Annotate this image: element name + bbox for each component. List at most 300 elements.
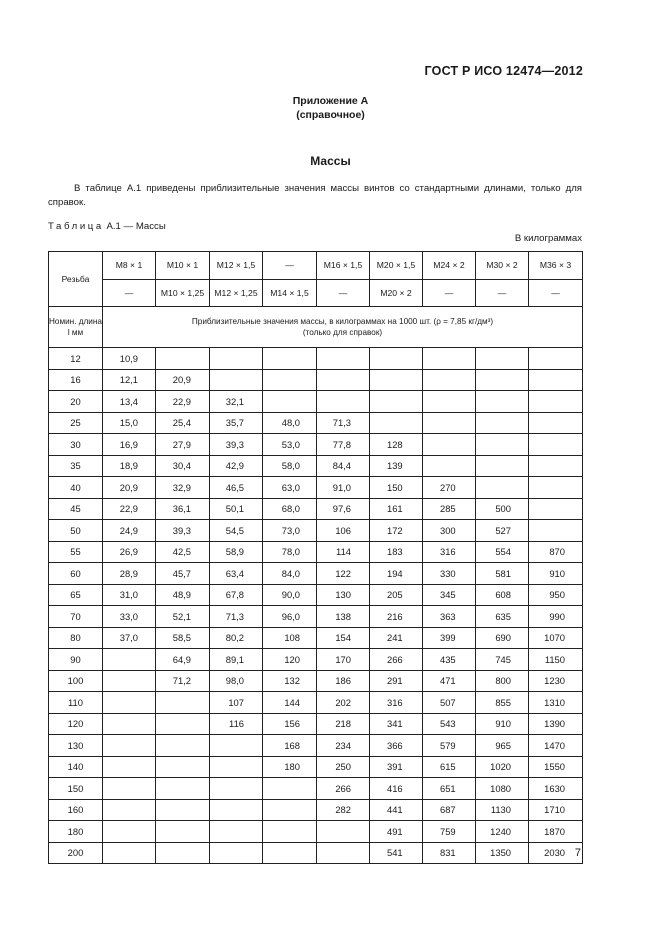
thread-cell: M8 × 1: [103, 252, 156, 280]
mass-cell: [156, 799, 210, 821]
mass-cell: 63,4: [210, 563, 263, 585]
mass-cell: [529, 477, 583, 499]
length-cell: 110: [49, 692, 103, 714]
mass-cell: [263, 842, 317, 864]
mass-cell: 1470: [529, 735, 583, 757]
mass-cell: 965: [476, 735, 529, 757]
mass-cell: 54,5: [210, 520, 263, 542]
mass-cell: 183: [370, 541, 423, 563]
mass-cell: 42,9: [210, 455, 263, 477]
mass-cell: [103, 799, 156, 821]
thread-cell: M12 × 1,25: [210, 280, 263, 307]
mass-cell: [263, 391, 317, 413]
mass-cell: [423, 369, 476, 391]
mass-cell: 84,4: [317, 455, 370, 477]
thread-cell: —: [476, 280, 529, 307]
mass-cell: 216: [370, 606, 423, 628]
mass-cell: 363: [423, 606, 476, 628]
mass-cell: 31,0: [103, 584, 156, 606]
mass-cell: 84,0: [263, 563, 317, 585]
table-row: [49, 778, 583, 800]
mass-cell: 581: [476, 563, 529, 585]
mass-cell: 1130: [476, 799, 529, 821]
mass-cell: 1310: [529, 692, 583, 714]
mass-cell: 96,0: [263, 606, 317, 628]
length-cell: 120: [49, 713, 103, 735]
mass-cell: 285: [423, 498, 476, 520]
length-label: Номин. длина l мм: [49, 307, 103, 348]
mass-cell: [317, 391, 370, 413]
mass-cell: 89,1: [210, 649, 263, 671]
mass-cell: 759: [423, 821, 476, 843]
units-label: В килограммах: [514, 233, 582, 244]
mass-cell: 180: [263, 756, 317, 778]
mass-cell: 608: [476, 584, 529, 606]
appendix-title: Приложение А: [292, 95, 369, 107]
mass-cell: 13,4: [103, 391, 156, 413]
thread-cell: M10 × 1: [156, 252, 210, 280]
thread-label: Резьба: [49, 252, 103, 307]
thread-cell: M20 × 1,5: [370, 252, 423, 280]
thread-cell: M16 × 1,5: [317, 252, 370, 280]
table-row: [49, 756, 583, 778]
mass-cell: 35,7: [210, 412, 263, 434]
mass-cell: 16,9: [103, 434, 156, 456]
mass-cell: [370, 391, 423, 413]
mass-cell: [156, 821, 210, 843]
mass-cell: 73,0: [263, 520, 317, 542]
table-row: [49, 670, 583, 692]
mass-cell: 58,5: [156, 627, 210, 649]
length-cell: 50: [49, 520, 103, 542]
mass-cell: 416: [370, 778, 423, 800]
length-cell: 55: [49, 541, 103, 563]
thread-cell: —: [103, 280, 156, 307]
length-cell: 90: [49, 649, 103, 671]
mass-cell: [103, 692, 156, 714]
header-row-threads: [49, 252, 583, 280]
section-title: Массы: [310, 154, 351, 168]
thread-cell: M30 × 2: [476, 252, 529, 280]
mass-cell: 50,1: [210, 498, 263, 520]
mass-cell: 53,0: [263, 434, 317, 456]
length-cell: 150: [49, 778, 103, 800]
mass-cell: 250: [317, 756, 370, 778]
mass-cell: 39,3: [156, 520, 210, 542]
mass-cell: 144: [263, 692, 317, 714]
mass-cell: [210, 799, 263, 821]
mass-cell: 71,2: [156, 670, 210, 692]
mass-cell: [317, 369, 370, 391]
mass-cell: 52,1: [156, 606, 210, 628]
mass-cell: [423, 391, 476, 413]
mass-cell: 1390: [529, 713, 583, 735]
mass-cell: 1150: [529, 649, 583, 671]
mass-cell: 71,3: [317, 412, 370, 434]
mass-cell: 1710: [529, 799, 583, 821]
mass-cell: [210, 348, 263, 370]
length-cell: 200: [49, 842, 103, 864]
mass-cell: [317, 821, 370, 843]
mass-cell: [317, 348, 370, 370]
mass-cell: [103, 821, 156, 843]
table-row: [49, 606, 583, 628]
mass-cell: 77,8: [317, 434, 370, 456]
mass-cell: 441: [370, 799, 423, 821]
table-row: [49, 391, 583, 413]
mass-cell: [317, 842, 370, 864]
mass-cell: 687: [423, 799, 476, 821]
mass-cell: 22,9: [156, 391, 210, 413]
mass-cell: 138: [317, 606, 370, 628]
mass-cell: 266: [370, 649, 423, 671]
mass-cell: 122: [317, 563, 370, 585]
mass-cell: [263, 778, 317, 800]
mass-cell: 950: [529, 584, 583, 606]
mass-cell: [423, 434, 476, 456]
table-row: [49, 627, 583, 649]
mass-cell: [156, 842, 210, 864]
mass-cell: 39,3: [210, 434, 263, 456]
table-row: [49, 434, 583, 456]
mass-cell: 1870: [529, 821, 583, 843]
mass-cell: 108: [263, 627, 317, 649]
mass-cell: 30,4: [156, 455, 210, 477]
thread-cell: —: [263, 252, 317, 280]
mass-cell: 218: [317, 713, 370, 735]
mass-cell: 91,0: [317, 477, 370, 499]
mass-cell: 491: [370, 821, 423, 843]
mass-cell: [529, 498, 583, 520]
mass-cell: 831: [423, 842, 476, 864]
mass-cell: 635: [476, 606, 529, 628]
mass-cell: 1080: [476, 778, 529, 800]
table-row: [49, 735, 583, 757]
mass-cell: 36,1: [156, 498, 210, 520]
table-row: [49, 713, 583, 735]
mass-cell: [210, 735, 263, 757]
mass-cell: 28,9: [103, 563, 156, 585]
mass-cell: 870: [529, 541, 583, 563]
mass-cell: 745: [476, 649, 529, 671]
mass-cell: 399: [423, 627, 476, 649]
mass-table: [48, 251, 583, 864]
mass-cell: 168: [263, 735, 317, 757]
mass-cell: 67,8: [210, 584, 263, 606]
mass-cell: 120: [263, 649, 317, 671]
thread-cell: M24 × 2: [423, 252, 476, 280]
mass-cell: [156, 778, 210, 800]
table-caption-text: А.1 — Массы: [103, 221, 166, 232]
mass-cell: 97,6: [317, 498, 370, 520]
mass-cell: 345: [423, 584, 476, 606]
mass-cell: [423, 348, 476, 370]
mass-cell: 130: [317, 584, 370, 606]
mass-cell: 58,0: [263, 455, 317, 477]
mass-cell: 58,9: [210, 541, 263, 563]
mass-cell: [476, 434, 529, 456]
mass-cell: 172: [370, 520, 423, 542]
mass-cell: 1240: [476, 821, 529, 843]
mass-cell: [529, 520, 583, 542]
mass-cell: [476, 455, 529, 477]
table-row: [49, 692, 583, 714]
mass-cell: 341: [370, 713, 423, 735]
mass-cell: [210, 778, 263, 800]
mass-cell: 24,9: [103, 520, 156, 542]
mass-cell: 366: [370, 735, 423, 757]
table-row: [49, 584, 583, 606]
mass-cell: 855: [476, 692, 529, 714]
mass-cell: 241: [370, 627, 423, 649]
mass-cell: 500: [476, 498, 529, 520]
table-row: [49, 348, 583, 370]
header-row-fine-threads: [49, 280, 583, 307]
mass-cell: 33,0: [103, 606, 156, 628]
length-cell: 45: [49, 498, 103, 520]
mass-cell: 116: [210, 713, 263, 735]
mass-cell: 107: [210, 692, 263, 714]
mass-cell: 156: [263, 713, 317, 735]
table-row: [49, 455, 583, 477]
mass-cell: [210, 842, 263, 864]
mass-cell: [263, 821, 317, 843]
mass-cell: 194: [370, 563, 423, 585]
thread-cell: —: [317, 280, 370, 307]
mass-cell: 205: [370, 584, 423, 606]
mass-cell: 48,0: [263, 412, 317, 434]
mass-cell: [210, 821, 263, 843]
length-cell: 80: [49, 627, 103, 649]
mass-cell: 170: [317, 649, 370, 671]
mass-cell: 90,0: [263, 584, 317, 606]
mass-cell: [476, 391, 529, 413]
length-cell: 160: [49, 799, 103, 821]
mass-cell: [103, 735, 156, 757]
mass-cell: 651: [423, 778, 476, 800]
mass-cell: [529, 369, 583, 391]
mass-cell: 139: [370, 455, 423, 477]
length-cell: 60: [49, 563, 103, 585]
table-row: [49, 477, 583, 499]
mass-cell: 80,2: [210, 627, 263, 649]
mass-cell: 161: [370, 498, 423, 520]
mass-cell: 32,1: [210, 391, 263, 413]
mass-cell: 316: [423, 541, 476, 563]
mass-cell: [103, 778, 156, 800]
table-caption-prefix: Таблица: [48, 221, 104, 232]
mass-cell: 78,0: [263, 541, 317, 563]
mass-cell: 12,1: [103, 369, 156, 391]
mass-cell: [529, 455, 583, 477]
mass-cell: 690: [476, 627, 529, 649]
table-row: [49, 649, 583, 671]
appendix-subtitle: (справочное): [296, 109, 365, 121]
length-cell: 20: [49, 391, 103, 413]
mass-cell: 1230: [529, 670, 583, 692]
mass-cell: 186: [317, 670, 370, 692]
thread-cell: —: [423, 280, 476, 307]
thread-cell: M12 × 1,5: [210, 252, 263, 280]
mass-cell: 1550: [529, 756, 583, 778]
mass-cell: [103, 842, 156, 864]
length-cell: 16: [49, 369, 103, 391]
mass-cell: [103, 670, 156, 692]
length-cell: 100: [49, 670, 103, 692]
mass-cell: [370, 369, 423, 391]
mass-cell: [210, 756, 263, 778]
length-cell: 65: [49, 584, 103, 606]
mass-cell: 543: [423, 713, 476, 735]
mass-cell: [156, 735, 210, 757]
mass-cell: [529, 348, 583, 370]
length-cell: 180: [49, 821, 103, 843]
mass-cell: 114: [317, 541, 370, 563]
mass-cell: 48,9: [156, 584, 210, 606]
mass-cell: [423, 412, 476, 434]
table-row: [49, 821, 583, 843]
mass-cell: 46,5: [210, 477, 263, 499]
mass-cell: [476, 369, 529, 391]
mass-cell: 68,0: [263, 498, 317, 520]
mass-cell: [263, 348, 317, 370]
mass-cell: [529, 391, 583, 413]
mass-cell: [156, 692, 210, 714]
mass-cell: 63,0: [263, 477, 317, 499]
mass-cell: [103, 756, 156, 778]
mass-cell: 300: [423, 520, 476, 542]
mass-cell: 26,9: [103, 541, 156, 563]
mass-cell: [370, 412, 423, 434]
mass-cell: 106: [317, 520, 370, 542]
appendix-heading: [0, 94, 661, 122]
table-row: [49, 520, 583, 542]
table-row: [49, 412, 583, 434]
mass-cell: 2030: [529, 842, 583, 864]
mass-cell: 270: [423, 477, 476, 499]
mass-cell: 27,9: [156, 434, 210, 456]
document-code: ГОСТ Р ИСО 12474—2012: [424, 64, 583, 78]
mass-cell: 1070: [529, 627, 583, 649]
mass-cell: 150: [370, 477, 423, 499]
mass-cell: 15,0: [103, 412, 156, 434]
mass-cell: [210, 369, 263, 391]
mass-cell: 800: [476, 670, 529, 692]
mass-cell: [103, 649, 156, 671]
thread-cell: —: [529, 280, 583, 307]
mass-cell: 579: [423, 735, 476, 757]
mass-cell: [529, 412, 583, 434]
mass-cell: 154: [317, 627, 370, 649]
mass-cell: 234: [317, 735, 370, 757]
mass-cell: 37,0: [103, 627, 156, 649]
mass-cell: 316: [370, 692, 423, 714]
mass-cell: 615: [423, 756, 476, 778]
table-row: [49, 541, 583, 563]
mass-cell: 910: [476, 713, 529, 735]
mass-cell: 1630: [529, 778, 583, 800]
thread-cell: M36 × 3: [529, 252, 583, 280]
mass-cell: [156, 756, 210, 778]
mass-cell: 20,9: [103, 477, 156, 499]
mass-cell: [103, 713, 156, 735]
mass-cell: [370, 348, 423, 370]
header-row-length: [49, 307, 583, 348]
mass-cell: 291: [370, 670, 423, 692]
mass-note-line1: Приблизительные значения массы, в килограммах на 1000 шт. (ρ = 7,85 кг/дм³): [191, 317, 494, 326]
mass-cell: 64,9: [156, 649, 210, 671]
mass-cell: 910: [529, 563, 583, 585]
mass-cell: 132: [263, 670, 317, 692]
mass-note: [103, 307, 583, 348]
length-cell: 25: [49, 412, 103, 434]
mass-cell: 128: [370, 434, 423, 456]
mass-cell: 990: [529, 606, 583, 628]
mass-cell: 507: [423, 692, 476, 714]
table-row: [49, 563, 583, 585]
mass-cell: [423, 455, 476, 477]
thread-cell: M10 × 1,25: [156, 280, 210, 307]
mass-cell: 435: [423, 649, 476, 671]
mass-cell: 71,3: [210, 606, 263, 628]
table-row: [49, 842, 583, 864]
table-caption: [48, 221, 166, 232]
mass-cell: [156, 348, 210, 370]
mass-cell: 32,9: [156, 477, 210, 499]
mass-cell: 330: [423, 563, 476, 585]
mass-cell: 471: [423, 670, 476, 692]
mass-cell: 18,9: [103, 455, 156, 477]
mass-cell: [263, 799, 317, 821]
mass-cell: [476, 477, 529, 499]
mass-cell: 541: [370, 842, 423, 864]
mass-cell: 202: [317, 692, 370, 714]
mass-cell: 22,9: [103, 498, 156, 520]
mass-cell: 45,7: [156, 563, 210, 585]
mass-cell: 1350: [476, 842, 529, 864]
table-row: [49, 369, 583, 391]
length-cell: 130: [49, 735, 103, 757]
mass-cell: [476, 412, 529, 434]
mass-note-line2: (только для справок): [302, 328, 383, 337]
mass-cell: 42,5: [156, 541, 210, 563]
mass-cell: 266: [317, 778, 370, 800]
mass-cell: [476, 348, 529, 370]
length-cell: 70: [49, 606, 103, 628]
mass-cell: [263, 369, 317, 391]
length-cell: 40: [49, 477, 103, 499]
intro-paragraph: В таблице А.1 приведены приблизительные значения массы винтов со стандартными длинами, только для справок.: [48, 183, 582, 208]
length-cell: 12: [49, 348, 103, 370]
length-cell: 30: [49, 434, 103, 456]
table-row: [49, 799, 583, 821]
mass-cell: 527: [476, 520, 529, 542]
table-row: [49, 498, 583, 520]
mass-cell: 391: [370, 756, 423, 778]
mass-cell: 10,9: [103, 348, 156, 370]
page-number: 7: [574, 847, 581, 859]
mass-cell: 1020: [476, 756, 529, 778]
thread-cell: M20 × 2: [370, 280, 423, 307]
mass-cell: 20,9: [156, 369, 210, 391]
mass-cell: [156, 713, 210, 735]
mass-cell: [529, 434, 583, 456]
mass-cell: 282: [317, 799, 370, 821]
mass-cell: 98,0: [210, 670, 263, 692]
length-cell: 140: [49, 756, 103, 778]
mass-cell: 554: [476, 541, 529, 563]
mass-cell: 25,4: [156, 412, 210, 434]
